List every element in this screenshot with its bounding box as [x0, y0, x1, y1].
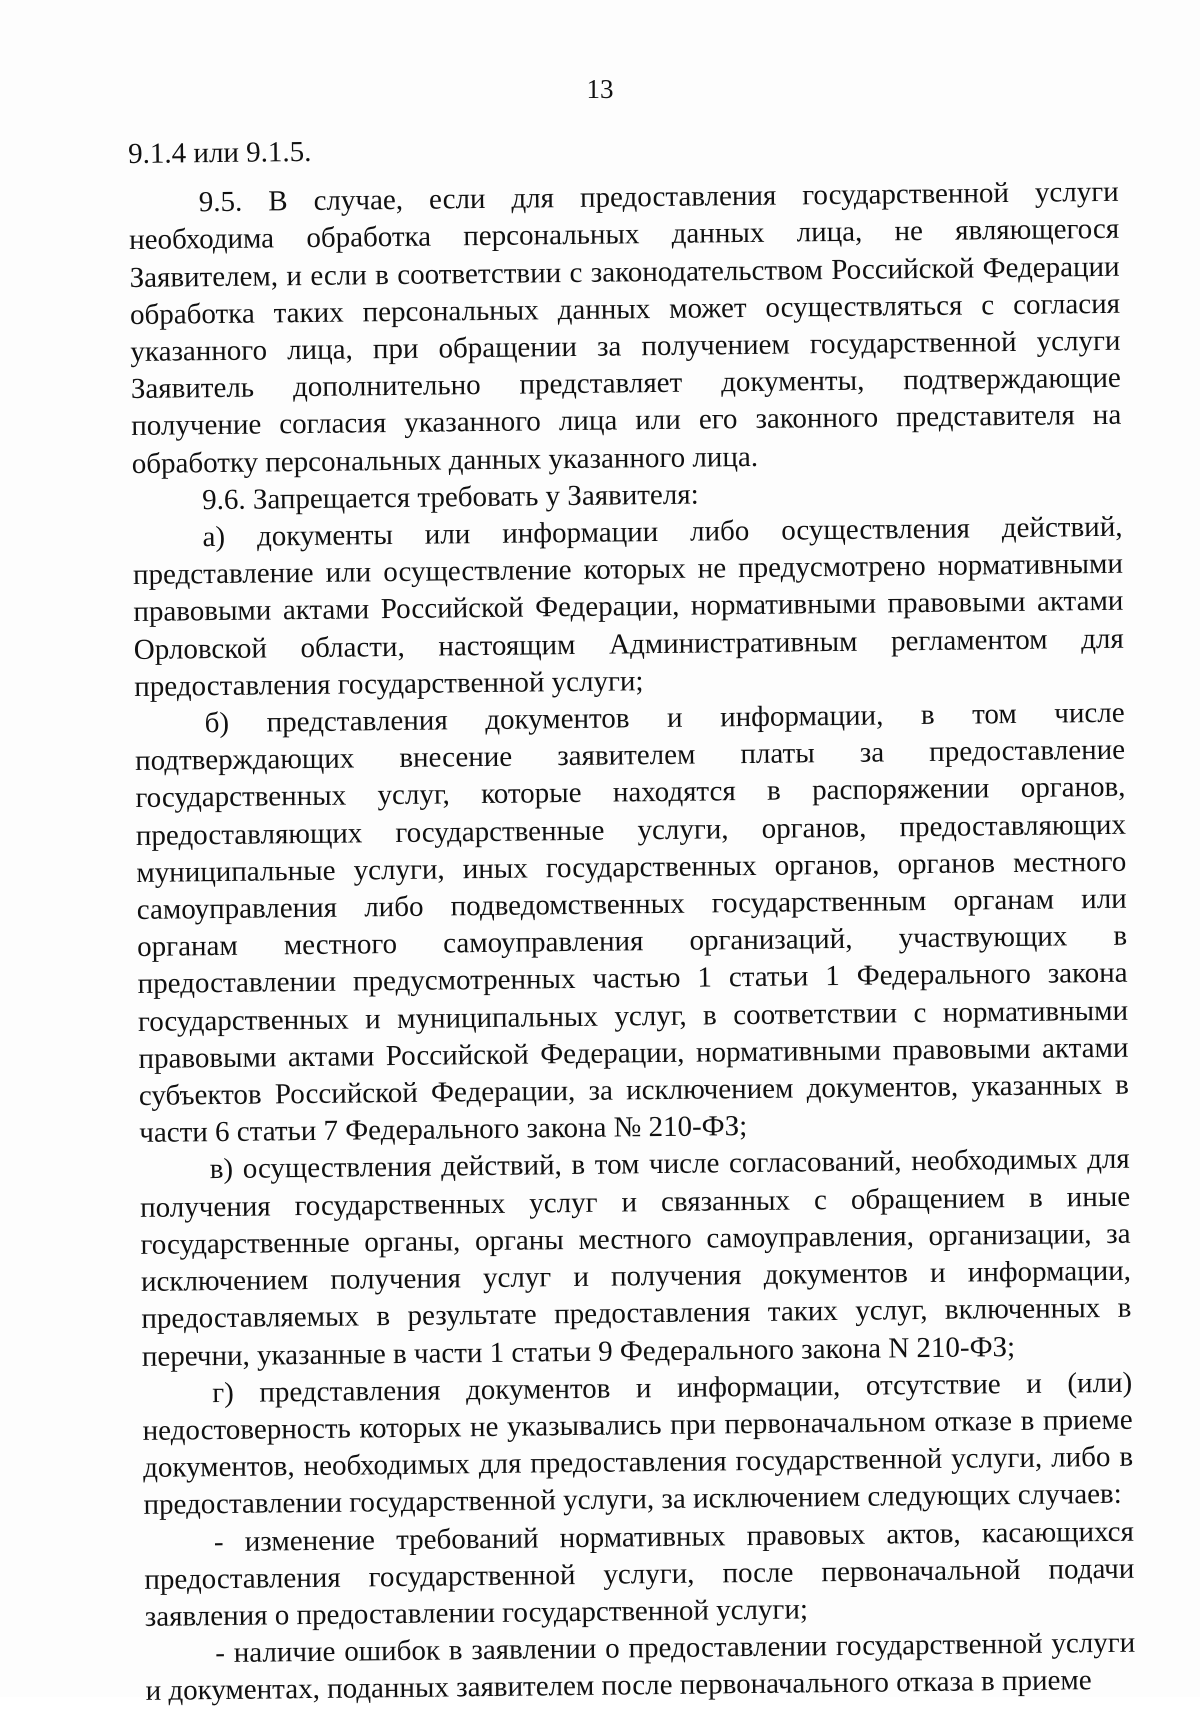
paragraph-continuation: 9.1.4 или 9.1.5. [128, 135, 312, 170]
page-number: 13 [586, 74, 614, 104]
list-item-errors-in-application: - наличие ошибок в заявлении о предоставлении государственной услуги и документах, поданных заявителем после первоначального отказа в приеме [145, 1626, 1136, 1708]
paragraph-9-6: 9.6. Запрещается требовать у Заявителя: [201, 478, 699, 517]
paragraph-9-6-v: в) осуществления действий, в том числе согласований, необходимых для получения государственных услуг и связанных с обращением в иные государственные органы, органы местного самоуправления, организации, за исключением получения услуг и получения документов и информации, предоставляемых в результате предоставления таких услуг, включенных в перечни, указанные в части 1 статьи 9 Федерального закона N 210-ФЗ; [139, 1143, 1132, 1373]
paragraph-9-6-g: г) представления документов и информации, отсутствие и (или) недостоверность которых не указывались при первоначальном отказе в приеме документов, необходимых для предоставления государственной услуги, либо в предоставлении государственной услуги, за исключением следующих случаев: [142, 1366, 1134, 1522]
list-item-requirements-change: - изменение требований нормативных правовых актов, касающихся предоставления государственной услуги, после первоначальной подачи заявления о предоставлении государственной услуги; [144, 1515, 1135, 1633]
paragraph-9-6-b: б) представления документов и информации, в том числе подтверждающих внесение заявителем платы за предоставление государственных услуг, которые находятся в распоряжении органов, предоставляющих государственные услуги, органов, предоставляющих муниципальные услуги, иных государственных органов, органов местного самоуправления либо подведомственных государственным органам или органам местного самоуправления организаций, участвующих в предоставлении предусмотренных частью 1 статьи 1 Федерального закона государственных и муниципальных услуг, в соответствии с нормативными правовыми актами Российской Федерации, нормативными правовыми актами субъектов Российской Федерации, за исключением документов, указанных в части 6 статьи 7 Федерального закона № 210-ФЗ; [134, 696, 1130, 1150]
paragraph-9-6-a: а) документы или информации либо осуществления действий, представление или осуществление которых не предусмотрено нормативными правовыми актами Российской Федерации, нормативными правовыми актами Орловской области, настоящим Административным регламентом для предоставления государственной услуги; [132, 510, 1124, 703]
paragraph-9-5: 9.5. В случае, если для предоставления государственной услуги необходима обработка персональных данных лица, не являющегося Заявителем, и если в соответствии с законодательством Российской Федерации обработка таких персональных данных может осуществляться с согласия указанного лица, при обращении за получением государственной услуги Заявитель дополнительно представляет документы, подтверждающие получение согласия указанного лица или его законного представителя на обработку персональных данных указанного лица. [129, 175, 1122, 480]
page-body [128, 125, 1136, 1710]
